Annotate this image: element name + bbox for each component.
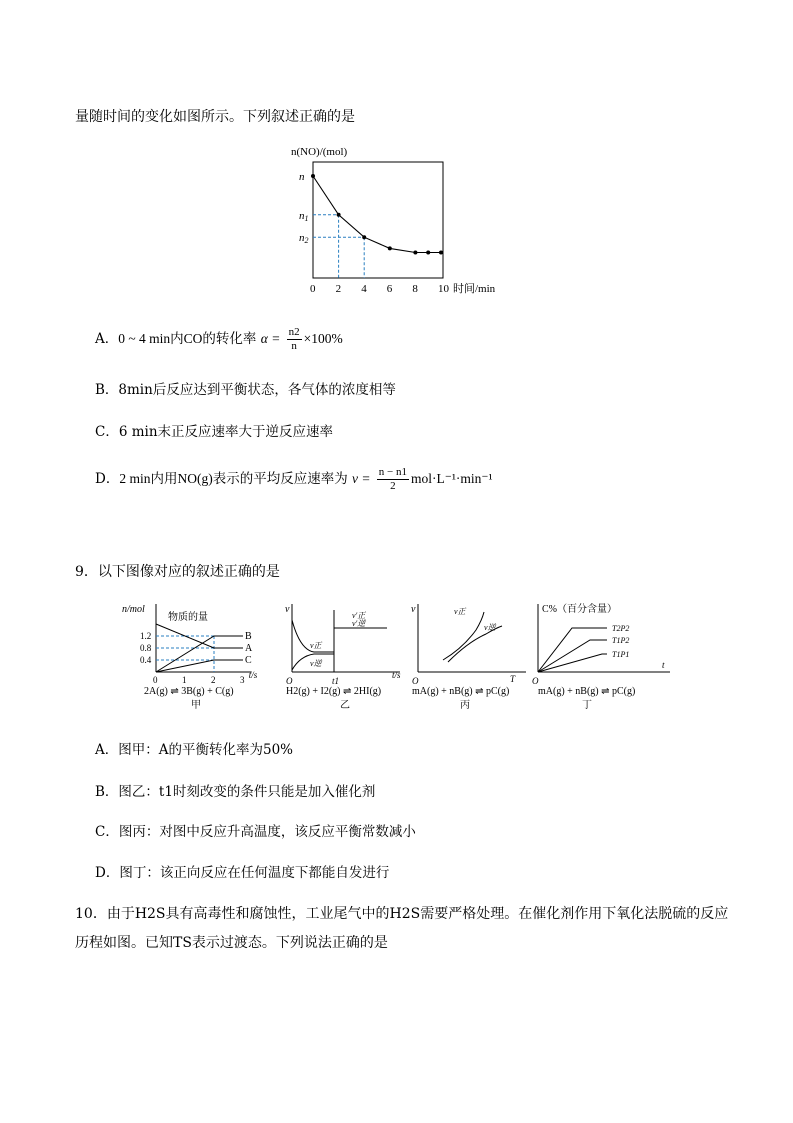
q8-data-point [337, 213, 341, 217]
q8-option-a-num: n2 [288, 326, 300, 338]
q9-option-b[interactable]: B．图乙：t1时刻改变的条件只能是加入催化剂 [95, 784, 376, 800]
c4-equation: mA(g) + nB(g) ⇌ pC(g) [538, 686, 636, 697]
q8-data-point [439, 251, 443, 255]
q10-line2: 历程如图。已知TS表示过渡态。下列说法正确的是 [75, 935, 388, 951]
q8-series-line [313, 176, 441, 253]
c1-y-tick: 1.2 [140, 631, 152, 641]
q8-option-c[interactable]: C．6 min末正反应速率大于逆反应速率 [95, 424, 334, 440]
q8-data-point [362, 235, 366, 239]
c1-ylabel: n/mol [122, 604, 145, 615]
c3-curve-label: v逆 [484, 623, 496, 632]
c3-label: 丙 [460, 700, 470, 711]
c2-curve-label: v正 [310, 641, 322, 650]
c2-label: 乙 [340, 700, 350, 711]
c3-equation: mA(g) + nB(g) ⇌ pC(g) [412, 686, 510, 697]
intro-text: 量随时间的变化如图所示。下列叙述正确的是 [75, 109, 355, 125]
q8-y-tick: n [299, 171, 305, 183]
c3-curve-label: v正 [454, 607, 466, 616]
c4-series-label: T1P2 [612, 636, 630, 645]
q8-option-a-text1: 0 ~ 4 min内CO的转化率 [118, 331, 257, 346]
c1-x-tick: 0 [153, 675, 158, 685]
q9-option-d[interactable]: D．图丁：该正向反应在任何温度下都能自发进行 [95, 865, 390, 881]
q9-chart-bing [408, 600, 538, 715]
q8-option-d-prefix: D． [95, 471, 120, 487]
q8-data-point [413, 251, 417, 255]
q8-option-a-alpha: α = [260, 331, 281, 346]
q8-option-d[interactable] [95, 466, 493, 493]
q8-option-a[interactable] [95, 326, 343, 353]
q8-option-a-den: n [291, 340, 297, 352]
c1-label: 甲 [191, 700, 201, 711]
q9-option-a[interactable]: A．图甲：A的平衡转化率为50% [95, 742, 294, 758]
q8-option-a-fraction [287, 326, 302, 353]
q8-y-tick: n2 [299, 232, 309, 246]
q8-option-d-num: n − n1 [378, 466, 407, 478]
c2-curve-label: v′正 [352, 611, 366, 620]
c4-ylabel: C%（百分含量） [542, 604, 617, 615]
q10-line1: 10．由于H2S具有高毒性和腐蚀性，工业尾气中的H2S需要严格处理。在催化剂作用下氧化法脱硫的反应 [75, 906, 729, 922]
q8-option-a-text2: ×100% [303, 331, 343, 346]
c1-equation: 2A(g) ⇌ 3B(g) + C(g) [144, 686, 234, 697]
c3-v-forward [443, 612, 484, 660]
c2-ylabel: v [285, 604, 290, 615]
q8-data-point [388, 246, 392, 250]
c2-xlabel: t/s [392, 670, 401, 680]
q8-option-d-text1: 2 min内用NO(g)表示的平均反应速率为 [119, 471, 348, 486]
q8-x-tick: 0 [310, 283, 316, 295]
c2-x-tick-t1: t1 [332, 676, 340, 686]
c4-series-line [538, 654, 607, 672]
c1-x-tick: 1 [182, 675, 187, 685]
c4-x-tick-origin: O [532, 676, 539, 686]
c1-annotation: 物质的量 [168, 612, 208, 623]
c3-ylabel: v [411, 604, 416, 615]
c4-series-label: T2P2 [612, 624, 630, 633]
q8-ylabel: n(NO)/(mol) [291, 146, 348, 158]
q9-chart-ding [532, 600, 677, 715]
q8-x-tick: 4 [361, 283, 367, 295]
c3-x-tick-origin: O [412, 676, 419, 686]
q8-x-tick: 8 [412, 283, 418, 295]
c3-xlabel: T [510, 674, 516, 684]
c1-x-tick: 3 [240, 675, 245, 685]
c2-x-tick-origin: O [286, 676, 293, 686]
q8-data-point [311, 174, 315, 178]
c1-x-tick: 2 [211, 675, 216, 685]
c1-series-label: C [245, 655, 252, 666]
q8-plot-frame [313, 162, 443, 278]
q8-option-d-fraction [377, 466, 409, 493]
q9-option-c[interactable]: C．图丙：对图中反应升高温度，该反应平衡常数减小 [95, 824, 416, 840]
c1-series-B [156, 636, 243, 672]
q8-y-tick: n1 [299, 209, 309, 223]
c2-curve-label: v′逆 [352, 619, 366, 628]
q8-option-b[interactable]: B．8min后反应达到平衡状态，各气体的浓度相等 [95, 382, 396, 398]
q8-xlabel: 时间/min [453, 283, 496, 295]
q8-option-d-den: 2 [390, 480, 396, 492]
q8-chart [285, 140, 515, 300]
q9-chart-yi [282, 600, 412, 715]
c1-y-tick: 0.4 [140, 655, 152, 665]
c4-label: 丁 [582, 700, 592, 711]
c1-series-label: B [245, 631, 252, 642]
q8-option-d-v: v = [352, 471, 371, 486]
q8-option-a-prefix: A． [95, 331, 119, 347]
q8-option-d-text2: mol·L⁻¹·min⁻¹ [411, 471, 493, 486]
q8-x-tick: 10 [438, 283, 449, 295]
q8-x-tick: 2 [335, 283, 342, 295]
c1-xlabel: t/s [248, 670, 258, 680]
c2-equation: H2(g) + I2(g) ⇌ 2HI(g) [286, 686, 382, 697]
c2-curve-label: v逆 [310, 659, 322, 668]
c1-y-tick: 0.8 [140, 643, 152, 653]
q8-x-tick: 6 [386, 283, 393, 295]
c4-xlabel: t [662, 660, 665, 670]
q9-stem: 9．以下图像对应的叙述正确的是 [75, 564, 280, 580]
c4-series-label: T1P1 [612, 650, 630, 659]
c1-series-label: A [245, 643, 253, 654]
q8-data-point [426, 251, 430, 255]
c1-series-C [156, 660, 243, 672]
q9-chart-jia [118, 600, 278, 715]
